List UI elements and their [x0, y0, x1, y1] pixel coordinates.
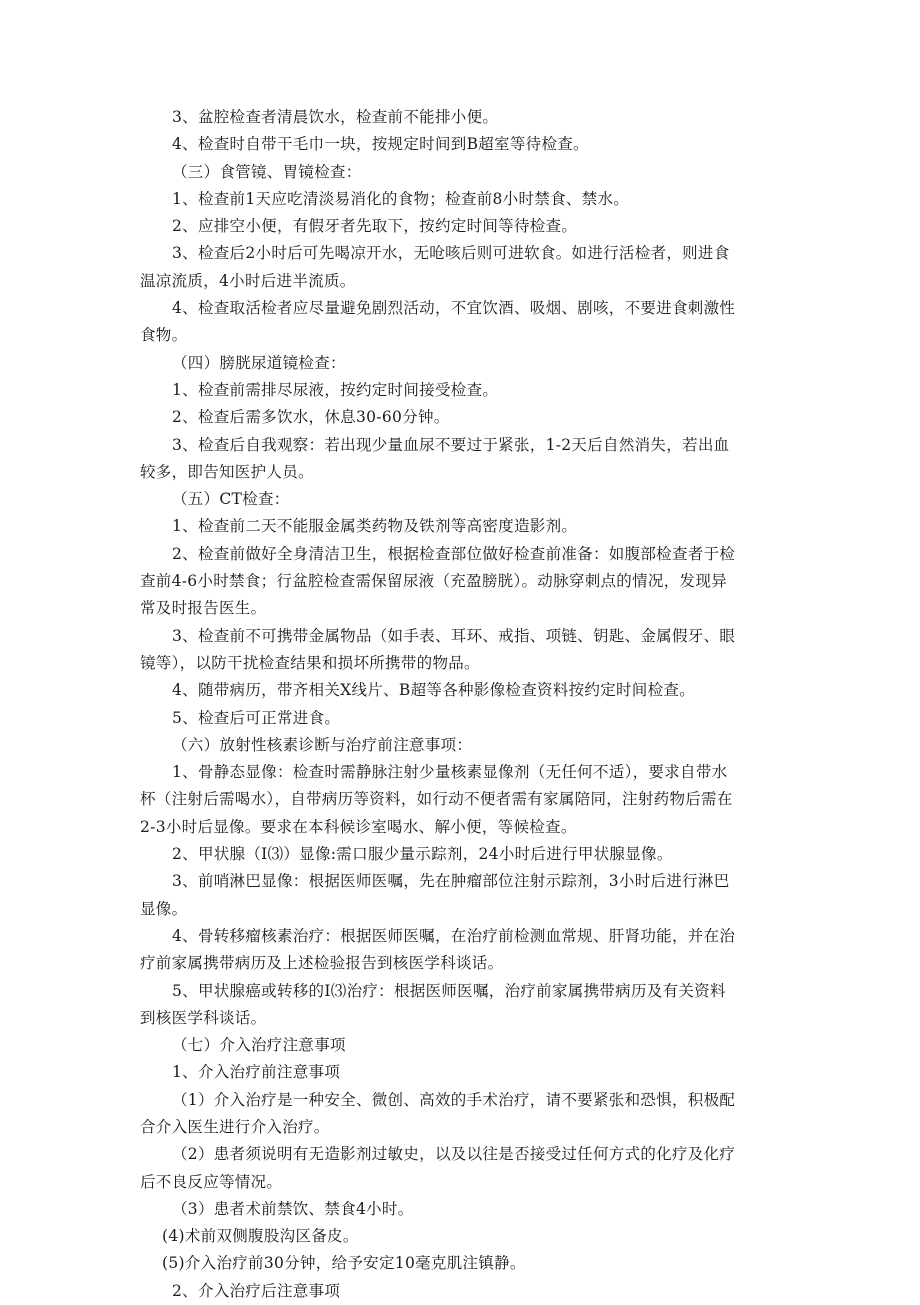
- text-line: 2、甲状腺（I⑶）显像:需口服少量示踪剂，24小时后进行甲状腺显像。: [172, 845, 673, 864]
- text-line: 4、骨转移瘤核素治疗：根据医师医嘱，在治疗前检测血常规、肝肾功能，并在治: [172, 926, 736, 945]
- text-line: 2、检查前做好全身清洁卫生，根据检查部位做好检查前准备：如腹部检查者于检: [172, 544, 736, 563]
- text-line: （2）患者须说明有无造影剂过敏史，以及以往是否接受过任何方式的化疗及化疗: [172, 1145, 736, 1164]
- text-line: 合介入医生进行介入治疗。: [140, 1117, 330, 1136]
- text-line: 杯（注射后需喝水），自带病历等资料，如行动不便者需有家属陪同，注射药物后需在: [140, 790, 733, 809]
- text-line: 1、介入治疗前注意事项: [172, 1063, 341, 1082]
- text-line: （四）膀胱尿道镜检查：: [172, 353, 346, 372]
- text-line: （七）介入治疗注意事项: [172, 1036, 346, 1055]
- text-line: 2、应排空小便，有假牙者先取下，按约定时间等待检查。: [172, 217, 578, 236]
- text-line: 显像。: [140, 899, 188, 918]
- text-line: (4)术前双侧腹股沟区备皮。: [162, 1227, 359, 1246]
- text-line: 5、检查后可正常进食。: [172, 708, 341, 727]
- text-line: 疗前家属携带病历及上述检验报告到核医学科谈话。: [140, 954, 504, 973]
- text-line: (5)介入治疗前30分钟，给予安定10毫克肌注镇静。: [162, 1254, 526, 1273]
- text-line: 3、检查后自我观察：若出现少量血尿不要过于紧张，1-2天后自然消失，若出血: [172, 435, 730, 454]
- text-line: 镜等），以防干扰检查结果和损坏所携带的物品。: [140, 653, 480, 672]
- text-line: 5、甲状腺癌或转移的I⑶治疗：根据医师医嘱，治疗前家属携带病历及有关资料: [172, 981, 726, 1000]
- text-line: （3）患者术前禁饮、禁食4小时。: [172, 1199, 414, 1218]
- text-line: 3、检查前不可携带金属物品（如手表、耳环、戒指、项链、钥匙、金属假牙、眼: [172, 626, 736, 645]
- text-line: 3、前哨淋巴显像：根据医师医嘱，先在肿瘤部位注射示踪剂，3小时后进行淋巴: [172, 872, 730, 891]
- text-line: 食物。: [140, 326, 188, 345]
- text-line: 后不良反应等情况。: [140, 1172, 283, 1191]
- text-line: （六）放射性核素诊断与治疗前注意事项：: [172, 735, 473, 754]
- text-line: 4、检查时自带干毛巾一块，按规定时间到B超室等待检查。: [172, 135, 589, 154]
- text-line: 温凉流质，4小时后进半流质。: [140, 271, 356, 290]
- text-line: 常及时报告医生。: [140, 599, 267, 618]
- text-line: 1、骨静态显像：检查时需静脉注射少量核素显像剂（无任何不适），要求自带水: [172, 763, 728, 782]
- text-line: 3、盆腔检查者清晨饮水，检查前不能排小便。: [172, 108, 499, 126]
- text-line: 4、检查取活检者应尽量避免剧烈活动，不宜饮酒、吸烟、剧咳，不要进食刺激性: [172, 299, 736, 318]
- text-line: 4、随带病历，带齐相关X线片、B超等各种影像检查资料按约定时间检查。: [172, 681, 695, 700]
- text-line: 1、检查前二天不能服金属类药物及铁剂等高密度造影剂。: [172, 517, 578, 536]
- text-line: 2、介入治疗后注意事项: [172, 1281, 341, 1300]
- text-line: 较多，即告知医护人员。: [140, 462, 314, 481]
- text-line: 到核医学科谈话。: [140, 1008, 267, 1027]
- text-line: （五）CT检查：: [172, 490, 290, 509]
- text-line: （1）介入治疗是一种安全、微创、高效的手术治疗，请不要紧张和恐惧，积极配: [172, 1090, 736, 1109]
- text-line: （三）食管镜、胃镜检查：: [172, 162, 362, 181]
- text-line: 1、检查前1天应吃清淡易消化的食物；检查前8小时禁食、禁水。: [172, 189, 630, 208]
- text-line: 1、检查前需排尽尿液，按约定时间接受检查。: [172, 380, 499, 399]
- text-line: 2-3小时后显像。要求在本科候诊室喝水、解小便，等候检查。: [140, 817, 577, 836]
- document-body: [140, 104, 786, 1305]
- text-line: 查前4-6小时禁食；行盆腔检查需保留尿液（充盈膀胱）。动脉穿刺点的情况，发现异: [140, 572, 727, 591]
- text-line: 3、检查后2小时后可先喝凉开水，无呛咳后则可进软食。如进行活检者，则进食: [172, 244, 730, 263]
- text-line: 2、检查后需多饮水，休息30-60分钟。: [172, 408, 450, 427]
